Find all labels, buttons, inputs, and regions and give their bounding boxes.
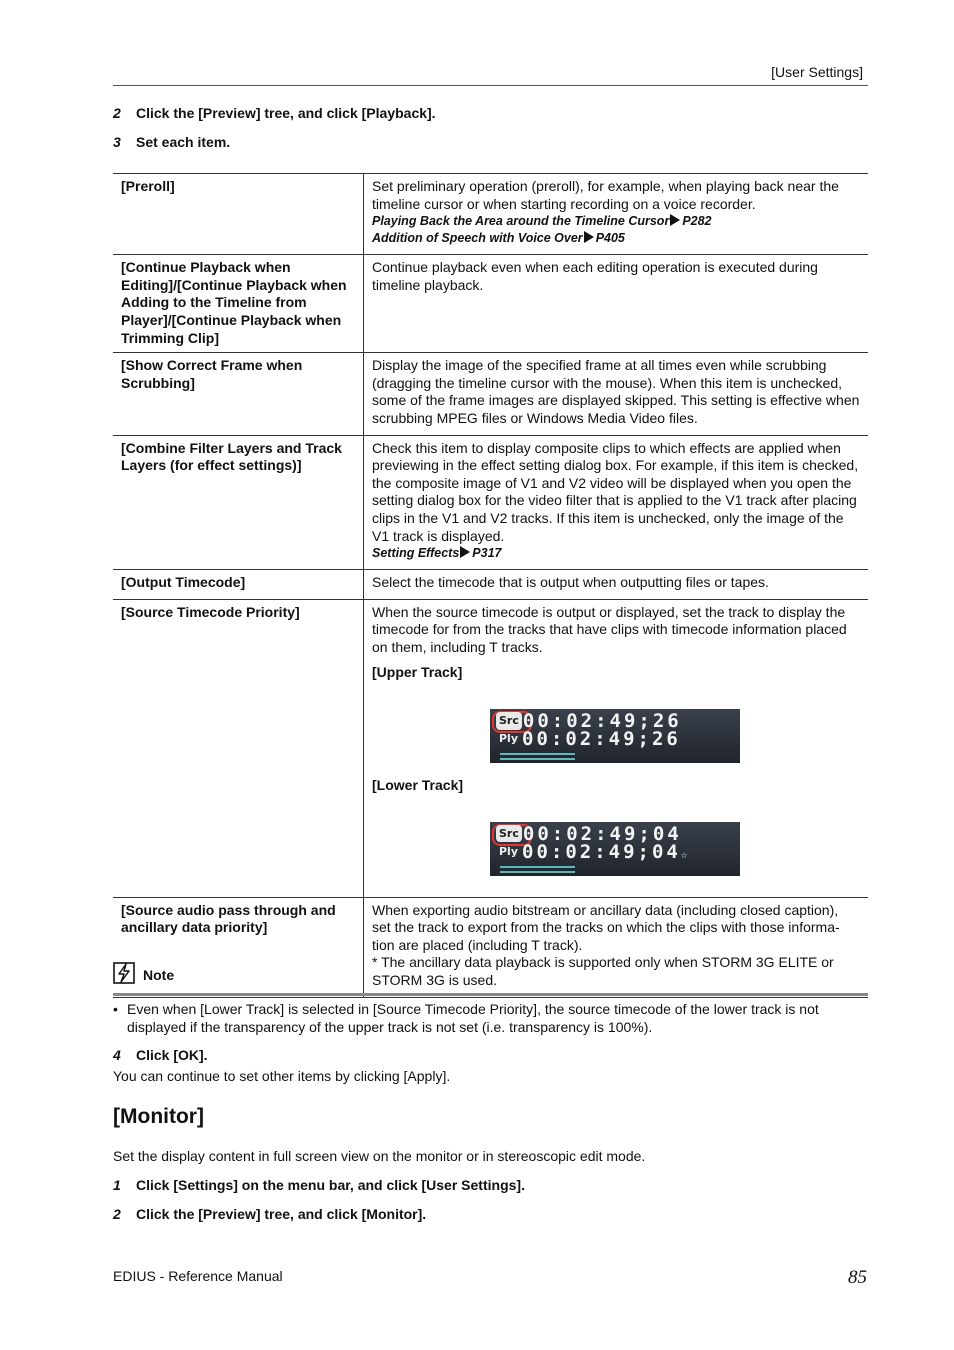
bullet-dot: • — [113, 1001, 118, 1017]
setting-description: Display the image of the specified frame at all times even while scrubbing (dragging the timeline cursor with the mouse). When this item is unchecked, some of the frame images are displayed skipped. This setting is effective when scrubbing MPEG files or Windows Media Video files. — [364, 353, 869, 435]
setting-name: [Source audio pass through and ancillary data priority] — [113, 897, 364, 997]
step-text: Click the [Preview] tree, and click [Playback]. — [136, 105, 436, 121]
lower-track-figure — [372, 822, 860, 876]
step-2 — [113, 105, 436, 121]
monitor-step-2 — [113, 1206, 426, 1222]
player-timecode: 00:02:49;04 — [522, 840, 681, 863]
monitor-intro: Set the display content in full screen view on the monitor or in stereoscopic edit mode. — [113, 1148, 646, 1164]
note-icon — [113, 962, 135, 984]
step-3 — [113, 134, 230, 150]
description-text: When exporting audio bitstream or ancillary data (including closed caption), set the track to export from the tracks on which the clips with those informa-tion are placed (including T track). — [372, 901, 840, 953]
setting-name: [Show Correct Frame when Scrubbing] — [113, 353, 364, 435]
note-heading — [113, 962, 868, 984]
setting-name: [Source Timecode Priority] — [113, 599, 364, 897]
upper-track-label: [Upper Track] — [372, 664, 463, 681]
playback-settings-table — [113, 173, 868, 998]
setting-description: Select the timecode that is output when outputting files or tapes. — [364, 570, 869, 600]
reference-title: Playing Back the Area around the Timeline Cursor — [372, 214, 670, 229]
note-title: Note — [143, 967, 175, 983]
arrow-right-icon — [670, 214, 680, 226]
level-bar — [500, 871, 575, 873]
reference-page: P317 — [472, 546, 502, 561]
description-text: When the source timecode is output or displayed, set the track to display the timecode for from the tracks that have clips with timecode information placed on them, including T tracks. — [372, 603, 847, 655]
setting-name: [Output Timecode] — [113, 570, 364, 600]
lower-track-label: [Lower Track] — [372, 777, 464, 794]
step-4 — [113, 1047, 208, 1063]
level-bar — [500, 758, 575, 760]
cross-reference-link[interactable] — [372, 545, 860, 562]
table-row — [113, 174, 868, 255]
player-timecode-row — [496, 730, 681, 749]
page-number: 85 — [848, 1267, 867, 1288]
header-rule — [113, 85, 868, 86]
timecode-display — [490, 822, 740, 876]
setting-name: [Preroll] — [113, 174, 364, 255]
timecode-display — [490, 709, 740, 763]
table-row — [113, 435, 868, 570]
table-row — [113, 255, 868, 353]
reference-title: Addition of Speech with Voice Over — [372, 231, 583, 246]
reference-page: P405 — [595, 231, 625, 246]
setting-description — [364, 599, 869, 897]
setting-description — [364, 435, 869, 570]
reference-page: P282 — [682, 214, 712, 229]
cross-reference-link[interactable] — [372, 213, 860, 230]
step-number: 2 — [113, 1206, 121, 1222]
running-header: [User Settings] — [771, 64, 863, 80]
step-4-explanation: You can continue to set other items by clicking [Apply]. — [113, 1068, 451, 1084]
section-title-monitor: [Monitor] — [113, 1105, 204, 1128]
description-text: Set preliminary operation (preroll), for example, when playing back near the timeline cursor or when starting recording on a voice recorder. — [372, 178, 839, 212]
setting-name: [Continue Playback when Editing]/[Continue Playback when Adding to the Timeline from Player]/[Continue Playback when Trimming Clip] — [113, 255, 364, 353]
arrow-right-icon — [460, 546, 470, 558]
step-number: 3 — [113, 134, 121, 150]
upper-track-figure — [372, 709, 860, 763]
reference-title: Setting Effects — [372, 546, 460, 561]
description-footnote: * The ancillary data playback is supported only when STORM 3G ELITE or STORM 3G is used. — [372, 954, 834, 989]
setting-description — [364, 174, 869, 255]
note-text: Even when [Lower Track] is selected in [Source Timecode Priority], the source timecode of the lower track is not displayed if the transparency of the upper track is not set (i.e. transparency is 100%). — [127, 1001, 819, 1035]
source-timecode: 00:02:49;26 — [522, 710, 682, 733]
step-number: 4 — [113, 1047, 121, 1063]
note-rule — [113, 993, 868, 996]
source-timecode: 00:02:49;04 — [522, 822, 682, 845]
ply-badge: Ply — [499, 844, 519, 858]
setting-name: [Combine Filter Layers and Track Layers (for effect settings)] — [113, 435, 364, 570]
step-text: Click [OK]. — [136, 1047, 208, 1063]
monitor-step-1 — [113, 1177, 525, 1193]
step-text: Click [Settings] on the menu bar, and click [User Settings]. — [136, 1177, 525, 1193]
player-timecode: 00:02:49;26 — [522, 728, 681, 751]
ply-badge: Ply — [499, 732, 519, 746]
star-icon: ☆ — [680, 847, 688, 861]
setting-description: Continue playback even when each editing operation is executed during timeline playback. — [364, 255, 869, 353]
manual-name: EDIUS - Reference Manual — [113, 1268, 283, 1284]
arrow-right-icon — [584, 231, 594, 243]
step-text: Set each item. — [136, 134, 231, 150]
step-text: Click the [Preview] tree, and click [Monitor]. — [136, 1206, 427, 1222]
description-text: Check this item to display composite clips to which effects are applied when previewing in the effect setting dialog box. For example, if this item is checked, the composite image of V1 and V2 video will be displayed when you open the setting dialog box for the video filter that is applied to the V1 track after placing clips in the V1 and V2 tracks. If this item is unchecked, only the image of the V1 track is displayed. — [372, 439, 859, 544]
src-badge: Src — [496, 825, 522, 843]
step-number: 1 — [113, 1177, 121, 1193]
cross-reference-link[interactable] — [372, 230, 860, 247]
note-bullet — [113, 1000, 868, 1036]
src-badge: Src — [496, 712, 522, 730]
player-timecode-row — [496, 840, 688, 864]
level-bar — [500, 866, 575, 868]
step-number: 2 — [113, 105, 121, 121]
table-row — [113, 353, 868, 435]
table-row — [113, 570, 868, 600]
table-row — [113, 599, 868, 897]
level-bar — [500, 753, 575, 755]
